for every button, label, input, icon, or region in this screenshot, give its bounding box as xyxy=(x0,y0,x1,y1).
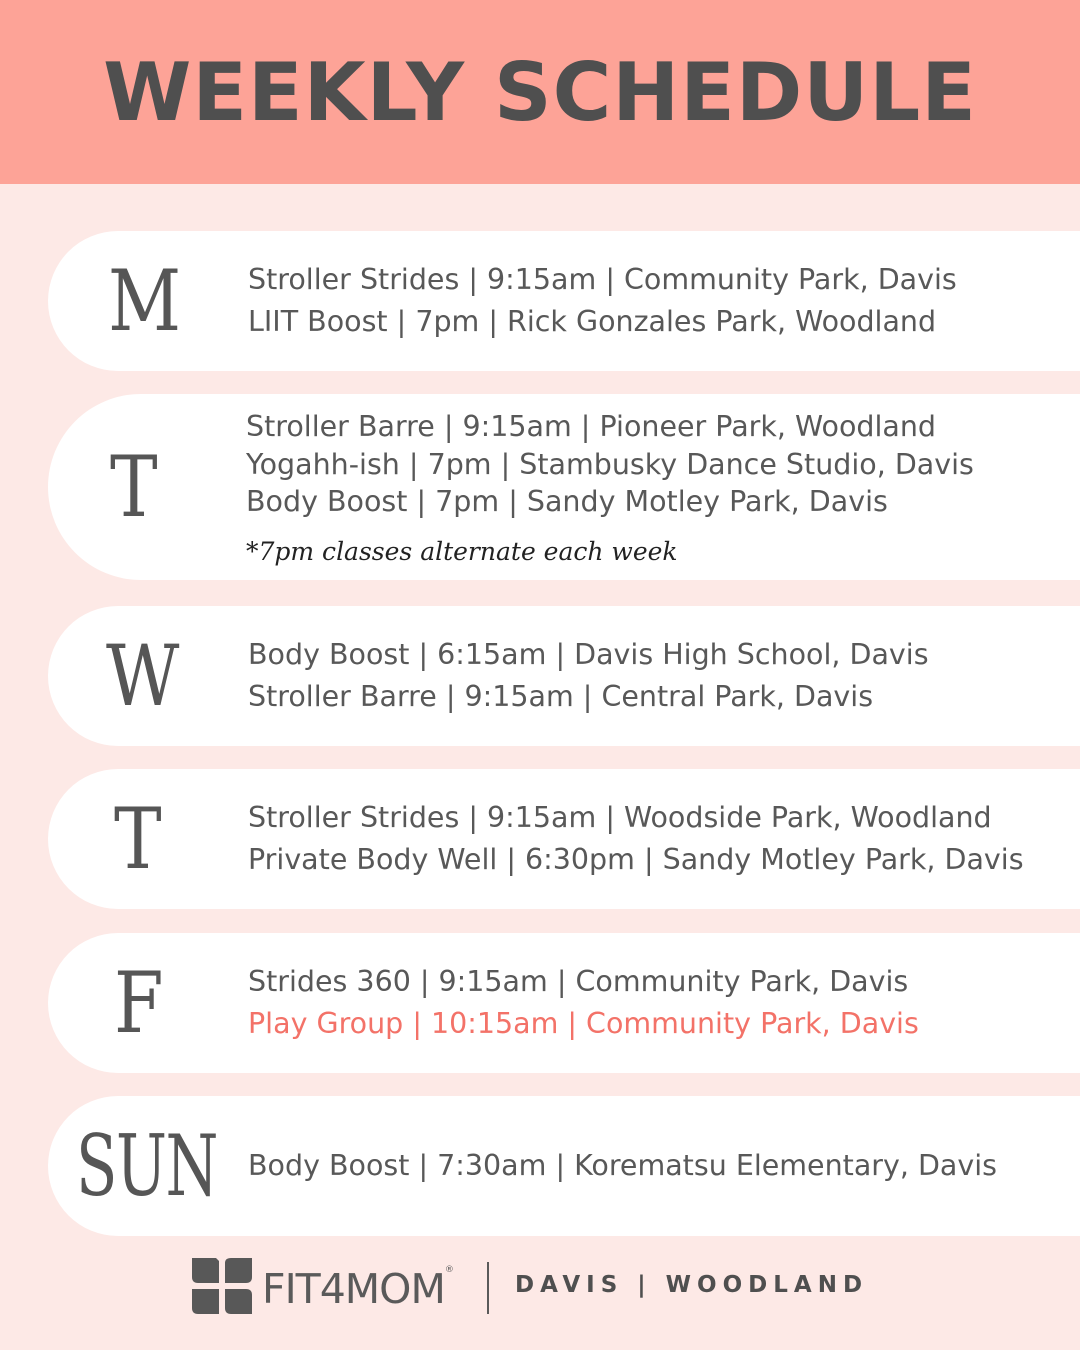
class-list xyxy=(248,769,1024,909)
class-entry: Yogahh-ish | 7pm | Stambusky Dance Studio, Davis xyxy=(246,447,974,481)
class-list xyxy=(248,933,919,1073)
location-text: DAVIS | WOODLAND xyxy=(515,1272,869,1298)
footer xyxy=(190,1250,910,1322)
class-entry: Body Boost | 6:15am | Davis High School, Davis xyxy=(248,638,929,671)
class-entry: Stroller Barre | 9:15am | Pioneer Park, Woodland xyxy=(246,410,937,444)
trademark-mark: ® xyxy=(444,1265,454,1275)
class-entry: Private Body Well | 6:30pm | Sandy Motley Park, Davis xyxy=(248,843,1024,876)
day-row xyxy=(48,231,1080,371)
day-row xyxy=(48,1096,1080,1236)
class-entry: Stroller Barre | 9:15am | Central Park, Davis xyxy=(248,680,874,713)
day-label: M xyxy=(108,252,180,350)
class-list xyxy=(248,606,929,746)
day-row xyxy=(48,933,1080,1073)
day-label: SUN xyxy=(76,1117,218,1215)
class-entry: Body Boost | 7:30am | Korematsu Elementary, Davis xyxy=(248,1149,998,1182)
day-row xyxy=(48,606,1080,746)
class-entry-highlight: Play Group | 10:15am | Community Park, Davis xyxy=(248,1007,919,1040)
day-row xyxy=(48,394,1080,580)
day-label: T xyxy=(110,438,156,536)
class-entry: Strides 360 | 9:15am | Community Park, Davis xyxy=(248,965,909,998)
footer-divider xyxy=(487,1262,489,1314)
day-label: F xyxy=(114,954,162,1052)
class-entry: Stroller Strides | 9:15am | Community Park, Davis xyxy=(248,263,957,296)
class-entry: Body Boost | 7pm | Sandy Motley Park, Davis xyxy=(246,485,888,519)
class-list xyxy=(248,231,957,371)
day-label: W xyxy=(106,627,178,725)
class-list xyxy=(248,1096,997,1236)
class-entry: Stroller Strides | 9:15am | Woodside Park, Woodland xyxy=(248,801,992,834)
class-list xyxy=(246,394,974,580)
brand-name: FIT4MOM® xyxy=(262,1265,454,1313)
schedule-note: *7pm classes alternate each week xyxy=(246,536,678,566)
day-row xyxy=(48,769,1080,909)
day-label: T xyxy=(114,790,160,888)
page-title: WEEKLY SCHEDULE xyxy=(103,45,977,139)
fit4mom-flower-icon xyxy=(190,1254,254,1318)
class-entry: LIIT Boost | 7pm | Rick Gonzales Park, Woodland xyxy=(248,305,937,338)
